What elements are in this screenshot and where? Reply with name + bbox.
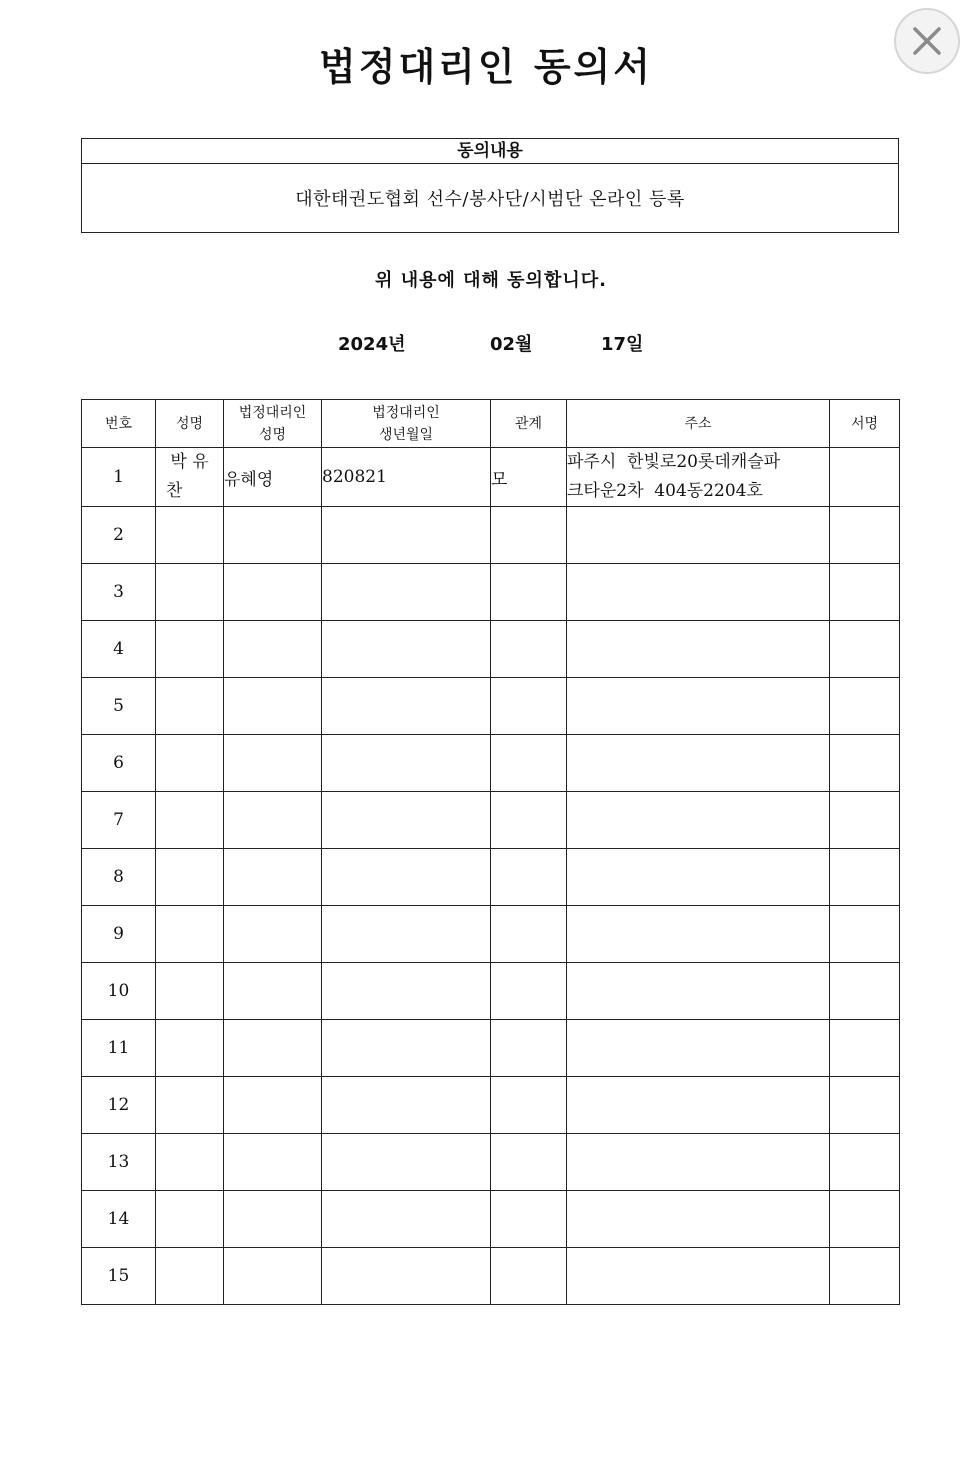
signature-cell[interactable] bbox=[830, 792, 900, 849]
signature-cell[interactable] bbox=[830, 1248, 900, 1305]
guardian-birth bbox=[322, 678, 491, 735]
guardian-birth bbox=[322, 1248, 491, 1305]
relation bbox=[491, 1191, 567, 1248]
table-row bbox=[82, 1134, 900, 1191]
guardian-birth bbox=[322, 963, 491, 1020]
signature-cell[interactable] bbox=[830, 448, 900, 507]
guardian-birth bbox=[322, 735, 491, 792]
guardian-name bbox=[224, 1134, 322, 1191]
student-name bbox=[156, 448, 224, 507]
header-name: 성명 bbox=[156, 400, 224, 448]
address bbox=[567, 963, 830, 1020]
relation bbox=[491, 678, 567, 735]
relation bbox=[491, 906, 567, 963]
student-name bbox=[156, 507, 224, 564]
signature-cell[interactable] bbox=[830, 1020, 900, 1077]
consent-box bbox=[81, 138, 899, 233]
header-guardian-name bbox=[224, 400, 322, 448]
guardian-name bbox=[224, 906, 322, 963]
guardian-birth bbox=[322, 906, 491, 963]
relation: 모 bbox=[491, 448, 567, 507]
signature-cell[interactable] bbox=[830, 564, 900, 621]
address bbox=[567, 1134, 830, 1191]
address bbox=[567, 448, 830, 507]
relation bbox=[491, 621, 567, 678]
header-guardian-birth-line1: 법정대리인 bbox=[372, 404, 440, 421]
signature-cell[interactable] bbox=[830, 735, 900, 792]
address bbox=[567, 621, 830, 678]
guardian-name bbox=[224, 507, 322, 564]
signature-cell[interactable] bbox=[830, 1191, 900, 1248]
header-no: 번호 bbox=[82, 400, 156, 448]
student-name bbox=[156, 621, 224, 678]
student-name bbox=[156, 1248, 224, 1305]
relation bbox=[491, 1134, 567, 1191]
student-name bbox=[156, 792, 224, 849]
address bbox=[567, 735, 830, 792]
header-address: 주소 bbox=[567, 400, 830, 448]
table-row bbox=[82, 448, 900, 507]
relation bbox=[491, 792, 567, 849]
signature-cell[interactable] bbox=[830, 1077, 900, 1134]
address bbox=[567, 1248, 830, 1305]
consent-text: 대한태권도협회 선수/봉사단/시범단 온라인 등록 bbox=[295, 189, 685, 210]
student-name bbox=[156, 906, 224, 963]
row-number: 4 bbox=[82, 621, 156, 678]
relation bbox=[491, 735, 567, 792]
row-number: 8 bbox=[82, 849, 156, 906]
relation bbox=[491, 963, 567, 1020]
row-number: 14 bbox=[82, 1191, 156, 1248]
signature-cell[interactable] bbox=[830, 849, 900, 906]
row-number: 2 bbox=[82, 507, 156, 564]
date-day: 17일 bbox=[601, 334, 644, 355]
guardian-name bbox=[224, 621, 322, 678]
date-year: 2024년 bbox=[338, 334, 406, 355]
row-number: 10 bbox=[82, 963, 156, 1020]
table-row bbox=[82, 1248, 900, 1305]
table-row bbox=[82, 621, 900, 678]
student-name bbox=[156, 678, 224, 735]
relation bbox=[491, 1248, 567, 1305]
guardian-name bbox=[224, 792, 322, 849]
guardian-name bbox=[224, 564, 322, 621]
table-row bbox=[82, 1191, 900, 1248]
table-row bbox=[82, 906, 900, 963]
date-month: 02월 bbox=[490, 334, 533, 355]
signature-cell[interactable] bbox=[830, 507, 900, 564]
row-number: 15 bbox=[82, 1248, 156, 1305]
document-title: 법정대리인 동의서 bbox=[319, 45, 653, 89]
guardian-name bbox=[224, 1077, 322, 1134]
guardian-birth bbox=[322, 1077, 491, 1134]
student-name bbox=[156, 1020, 224, 1077]
row-number: 13 bbox=[82, 1134, 156, 1191]
table-row bbox=[82, 678, 900, 735]
student-name bbox=[156, 735, 224, 792]
guardian-birth bbox=[322, 1191, 491, 1248]
address bbox=[567, 1020, 830, 1077]
relation bbox=[491, 849, 567, 906]
header-signature: 서명 bbox=[830, 400, 900, 448]
row-number: 1 bbox=[82, 448, 156, 507]
guardian-name bbox=[224, 1020, 322, 1077]
address bbox=[567, 1191, 830, 1248]
row-number: 9 bbox=[82, 906, 156, 963]
table-row bbox=[82, 1020, 900, 1077]
header-guardian-name-line1: 법정대리인 bbox=[238, 404, 307, 421]
relation bbox=[491, 564, 567, 621]
guardian-birth bbox=[322, 507, 491, 564]
guardian-birth bbox=[322, 621, 491, 678]
address-line1: 파주시 한빛로20롯데캐슬파 bbox=[567, 452, 781, 472]
signature-cell[interactable] bbox=[830, 678, 900, 735]
guardian-birth bbox=[322, 792, 491, 849]
address-line2: 크타운2차 404동2204호 bbox=[567, 481, 763, 501]
student-name bbox=[156, 564, 224, 621]
guardian-name bbox=[224, 1248, 322, 1305]
relation bbox=[491, 1020, 567, 1077]
guardian-name bbox=[224, 963, 322, 1020]
consent-header: 동의내용 bbox=[82, 139, 898, 164]
student-name bbox=[156, 1191, 224, 1248]
guardian-birth bbox=[322, 1134, 491, 1191]
guardian-birth bbox=[322, 849, 491, 906]
student-name bbox=[156, 1077, 224, 1134]
signature-cell[interactable] bbox=[830, 1134, 900, 1191]
row-number: 7 bbox=[82, 792, 156, 849]
student-name-line1: 박 유 bbox=[170, 452, 209, 472]
signature-cell[interactable] bbox=[830, 906, 900, 963]
header-guardian-birth bbox=[322, 400, 491, 448]
relation bbox=[491, 1077, 567, 1134]
header-relation: 관계 bbox=[491, 400, 567, 448]
table-row bbox=[82, 792, 900, 849]
address bbox=[567, 906, 830, 963]
guardian-name bbox=[224, 735, 322, 792]
table-row bbox=[82, 564, 900, 621]
guardian-name bbox=[224, 678, 322, 735]
address bbox=[567, 678, 830, 735]
row-number: 11 bbox=[82, 1020, 156, 1077]
header-guardian-birth-line2: 생년월일 bbox=[378, 426, 434, 443]
address bbox=[567, 507, 830, 564]
table-row bbox=[82, 735, 900, 792]
guardian-name bbox=[224, 849, 322, 906]
table-row bbox=[82, 963, 900, 1020]
signature-cell[interactable] bbox=[830, 963, 900, 1020]
signature-cell[interactable] bbox=[830, 621, 900, 678]
guardian-birth bbox=[322, 564, 491, 621]
student-name bbox=[156, 1134, 224, 1191]
table-row bbox=[82, 849, 900, 906]
address bbox=[567, 1077, 830, 1134]
row-number: 3 bbox=[82, 564, 156, 621]
row-number: 5 bbox=[82, 678, 156, 735]
guardian-name bbox=[224, 1191, 322, 1248]
row-number: 6 bbox=[82, 735, 156, 792]
table-header-row bbox=[82, 400, 900, 448]
guardian-birth: 820821 bbox=[322, 448, 491, 507]
guardian-table bbox=[81, 399, 900, 1305]
agree-statement: 위 내용에 대해 동의합니다. bbox=[375, 270, 607, 291]
student-name bbox=[156, 849, 224, 906]
address bbox=[567, 849, 830, 906]
table-row bbox=[82, 507, 900, 564]
guardian-birth bbox=[322, 1020, 491, 1077]
student-name bbox=[156, 963, 224, 1020]
address bbox=[567, 564, 830, 621]
table-row bbox=[82, 1077, 900, 1134]
guardian-name: 유혜영 bbox=[224, 448, 322, 507]
address bbox=[567, 792, 830, 849]
header-guardian-name-line2: 성명 bbox=[258, 426, 287, 443]
row-number: 12 bbox=[82, 1077, 156, 1134]
student-name-line2: 찬 bbox=[166, 481, 183, 501]
relation bbox=[491, 507, 567, 564]
